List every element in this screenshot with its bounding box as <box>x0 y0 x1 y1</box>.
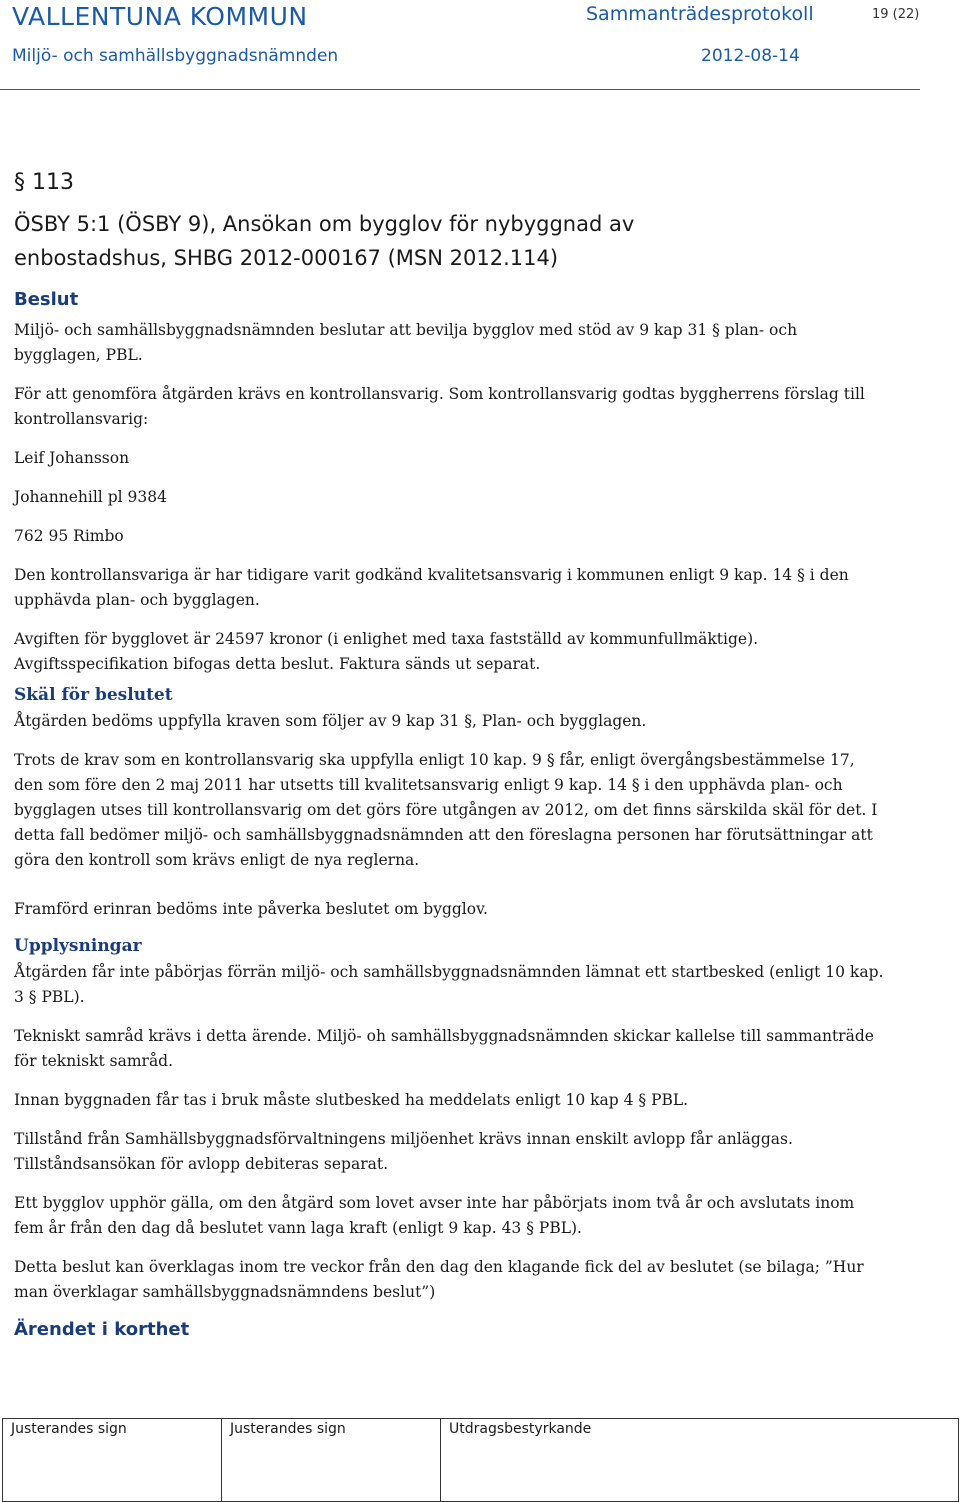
extract-cell: Utdragsbestyrkande <box>449 1421 592 1437</box>
section-title-line-2: enbostadshus, SHBG 2012-000167 (MSN 2012.114) <box>14 246 559 270</box>
organization-name: VALLENTUNA KOMMUN <box>12 2 308 31</box>
document-body <box>14 170 884 1348</box>
beslut-paragraph: För att genomföra åtgärden krävs en kontrollansvarig. Som kontrollansvarig godtas byggherrens förslag till kontrollansvarig: <box>14 385 865 428</box>
heading-upplysningar: Upplysningar <box>14 936 142 956</box>
responsible-name: Leif Johansson <box>14 449 130 467</box>
upplysningar-paragraph: Innan byggnaden får tas i bruk måste slutbesked ha meddelats enligt 10 kap 4 § PBL. <box>14 1091 689 1109</box>
committee-name: Miljö- och samhällsbyggnadsnämnden <box>12 46 339 66</box>
responsible-address: Johannehill pl 9384 <box>14 488 167 506</box>
upplysningar-paragraph: Detta beslut kan överklagas inom tre veckor från den dag den klagande fick del av beslutet (se bilaga; ”Hur man överklagar samhällsbyggnadsnämndens beslut”) <box>14 1258 864 1301</box>
section-title-line-1: ÖSBY 5:1 (ÖSBY 9), Ansökan om bygglov för nybyggnad av <box>14 212 635 236</box>
heading-skal: Skäl för beslutet <box>14 685 173 705</box>
spacer <box>14 887 884 897</box>
signature-cell-2: Justerandes sign <box>222 1419 441 1501</box>
upplysningar-paragraph: Tillstånd från Samhällsbyggnadsförvaltningens miljöenhet krävs innan enskilt avlopp får anläggas. Tillståndsansökan för avlopp debiteras separat. <box>14 1130 793 1173</box>
signature-table <box>2 1418 959 1502</box>
page-footer <box>0 1418 960 1502</box>
section-title <box>14 207 884 275</box>
skal-paragraph: Åtgärden bedöms uppfylla kraven som följer av 9 kap 31 §, Plan- och bygglagen. <box>14 712 647 730</box>
beslut-paragraph: Miljö- och samhällsbyggnadsnämnden beslutar att bevilja bygglov med stöd av 9 kap 31 § plan- och bygglagen, PBL. <box>14 321 798 364</box>
header-top-row <box>12 0 920 34</box>
skal-paragraph: Framförd erinran bedöms inte påverka beslutet om bygglov. <box>14 900 488 918</box>
heading-beslut: Beslut <box>14 289 79 310</box>
upplysningar-paragraph: Ett bygglov upphör gälla, om den åtgärd som lovet avser inte har påbörjats inom två år och avslutats inom fem år från den dag då beslutet vann laga kraft (enligt 9 kap. 43 § PBL). <box>14 1194 855 1237</box>
heading-arendet: Ärendet i korthet <box>14 1319 190 1340</box>
section-number: § 113 <box>14 170 74 195</box>
upplysningar-paragraph: Åtgärden får inte påbörjas förrän miljö- och samhällsbyggnadsnämnden lämnat ett startbesked (enligt 10 kap. 3 § PBL). <box>14 963 884 1006</box>
page-number: 19 (22) <box>872 7 920 22</box>
beslut-paragraph: Avgiften för bygglovet är 24597 kronor (i enlighet med taxa fastställd av kommunfullmäktige). Avgiftsspecifikation bifogas detta beslut. Faktura sänds ut separat. <box>14 630 759 673</box>
meeting-date: 2012-08-14 <box>701 46 800 66</box>
skal-paragraph: Trots de krav som en kontrollansvarig ska uppfylla enligt 10 kap. 9 § får, enligt övergångsbestämmelse 17, den som före den 2 maj 2011 har utsetts till kvalitetsansvarig enligt 9 kap. 14 § i den upphävda plan- och bygglagen utses till kontrollansvarig om det görs före utgången av 2012, om det finns särskilda skäl för det. I detta fall bedömer miljö- och samhällsbyggnadsnämnden att den föreslagna personen har förutsättningar att göra den kontroll som krävs enligt de nya reglerna. <box>14 751 878 869</box>
upplysningar-paragraph: Tekniskt samråd krävs i detta ärende. Miljö- oh samhällsbyggnadsnämnden skickar kallelse till sammanträde för tekniskt samråd. <box>14 1027 874 1070</box>
beslut-paragraph: Den kontrollansvariga är har tidigare varit godkänd kvalitetsansvarig i kommunen enligt 9 kap. 14 § i den upphävda plan- och bygglagen. <box>14 566 849 609</box>
signature-cell-1: Justerandes sign <box>3 1419 222 1501</box>
responsible-postal: 762 95 Rimbo <box>14 527 124 545</box>
document-type: Sammanträdesprotokoll <box>586 3 814 25</box>
header-divider <box>0 89 920 90</box>
